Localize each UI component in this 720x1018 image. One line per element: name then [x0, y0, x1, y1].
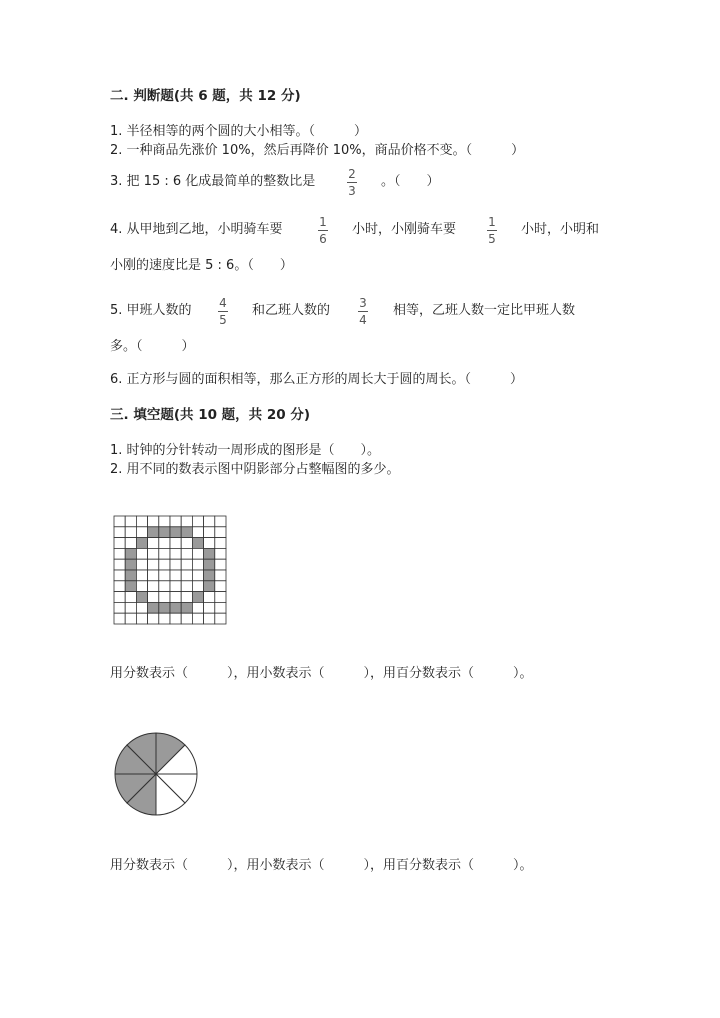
question-3-2: 2. 用不同的数表示图中阴影部分占整幅图的多少。	[110, 462, 400, 477]
grid-cell-shaded	[125, 548, 136, 559]
question-2-4-text: 4. 从甲地到乙地，小明骑车要	[110, 222, 283, 237]
fraction-numerator: 1	[488, 215, 496, 229]
fraction-denominator: 5	[219, 313, 227, 327]
grid-cell	[159, 570, 170, 581]
grid-cell	[192, 516, 203, 527]
grid-cell-shaded	[125, 581, 136, 592]
grid-cell	[170, 570, 181, 581]
grid-cell	[148, 538, 159, 549]
question-2-5-mid: 和乙班人数的	[252, 303, 331, 318]
grid-cell-shaded	[204, 581, 215, 592]
grid-cell	[215, 559, 226, 570]
grid-cell	[181, 559, 192, 570]
grid-cell	[159, 613, 170, 624]
grid-cell-shaded	[204, 548, 215, 559]
shaded-grid-figure	[113, 515, 227, 625]
grid-cell	[215, 548, 226, 559]
grid-cell	[204, 592, 215, 603]
grid-cell	[192, 548, 203, 559]
grid-cell	[136, 548, 147, 559]
grid-cell	[204, 516, 215, 527]
grid-cell-shaded	[136, 592, 147, 603]
grid-cell	[136, 559, 147, 570]
grid-cell	[181, 516, 192, 527]
grid-cell	[114, 527, 125, 538]
grid-cell	[181, 538, 192, 549]
grid-cell	[136, 570, 147, 581]
grid-cell-shaded	[125, 570, 136, 581]
grid-cell	[148, 559, 159, 570]
grid-cell	[159, 538, 170, 549]
fraction-denominator: 3	[348, 184, 356, 198]
question-3-1: 1. 时钟的分针转动一周形成的图形是（ ）。	[110, 443, 381, 458]
shaded-pie-figure	[113, 731, 199, 817]
grid-cell	[170, 581, 181, 592]
grid-cell	[148, 516, 159, 527]
grid-cell	[170, 538, 181, 549]
grid-cell	[215, 592, 226, 603]
grid-cell	[215, 602, 226, 613]
grid-cell	[114, 592, 125, 603]
grid-cell	[136, 602, 147, 613]
grid-cell	[215, 613, 226, 624]
grid-cell	[192, 613, 203, 624]
grid-cell	[159, 559, 170, 570]
grid-cell	[136, 581, 147, 592]
question-2-5-line2: 多。（ ）	[110, 339, 195, 354]
grid-cell	[204, 538, 215, 549]
grid-cell	[181, 581, 192, 592]
grid-cell-shaded	[136, 538, 147, 549]
grid-cell	[136, 516, 147, 527]
grid-cell	[125, 602, 136, 613]
question-2-6: 6. 正方形与圆的面积相等，那么正方形的周长大于圆的周长。（ ）	[110, 372, 524, 387]
grid-cell	[204, 613, 215, 624]
grid-cell	[215, 527, 226, 538]
grid-cell	[136, 527, 147, 538]
question-2-5-text: 5. 甲班人数的	[110, 303, 192, 318]
fraction-numerator: 4	[219, 296, 227, 310]
grid-cell	[114, 538, 125, 549]
grid-cell	[125, 527, 136, 538]
question-2-5-post: 相等，乙班人数一定比甲班人数	[393, 303, 576, 318]
grid-cell	[215, 581, 226, 592]
grid-cell	[125, 613, 136, 624]
grid-cell	[125, 538, 136, 549]
section-2-title: 二. 判断题(共 6 题，共 12 分)	[110, 88, 301, 104]
grid-cell	[159, 581, 170, 592]
grid-cell	[170, 516, 181, 527]
grid-cell	[170, 592, 181, 603]
fraction-one-fifth	[487, 216, 497, 246]
grid-cell	[204, 602, 215, 613]
fraction-numerator: 1	[319, 215, 327, 229]
grid-cell-shaded	[204, 570, 215, 581]
fraction-three-quarters	[358, 297, 368, 327]
grid-cell	[215, 538, 226, 549]
question-2-3-text: 3. 把 15 : 6 化成最简单的整数比是	[110, 174, 316, 189]
grid-cell	[114, 548, 125, 559]
grid-cell	[215, 516, 226, 527]
grid-cell	[192, 602, 203, 613]
fraction-one-sixth	[318, 216, 328, 246]
grid-cell-shaded	[204, 559, 215, 570]
grid-cell-shaded	[159, 602, 170, 613]
grid-cell-shaded	[170, 602, 181, 613]
fraction-two-thirds	[347, 168, 357, 198]
fraction-four-fifths	[218, 297, 228, 327]
grid-cell	[170, 548, 181, 559]
grid-cell	[159, 516, 170, 527]
grid-cell-shaded	[192, 538, 203, 549]
grid-cell	[114, 581, 125, 592]
question-2-4-post: 小时，小明和	[521, 222, 600, 237]
grid-cell-shaded	[159, 527, 170, 538]
grid-cell-shaded	[148, 527, 159, 538]
grid-cell	[192, 559, 203, 570]
grid-cell	[148, 581, 159, 592]
grid-cell	[192, 570, 203, 581]
grid-cell	[148, 613, 159, 624]
grid-cell	[114, 613, 125, 624]
grid-cell	[181, 548, 192, 559]
grid-cell	[114, 602, 125, 613]
grid-cell	[136, 613, 147, 624]
question-2-4-line2: 小刚的速度比是 5 : 6。（ ）	[110, 258, 293, 273]
grid-cell-shaded	[125, 559, 136, 570]
answer-line-pie: 用分数表示（ ），用小数表示（ ），用百分数表示（ ）。	[110, 858, 533, 873]
grid-cell	[148, 570, 159, 581]
grid-cell	[181, 613, 192, 624]
grid-cell	[114, 559, 125, 570]
grid-cell	[114, 516, 125, 527]
question-2-3-blank: 。（ ）	[381, 174, 440, 189]
grid-cell	[125, 592, 136, 603]
grid-cell	[170, 559, 181, 570]
grid-cell-shaded	[192, 592, 203, 603]
grid-cell	[148, 592, 159, 603]
grid-cell-shaded	[170, 527, 181, 538]
grid-cell	[170, 613, 181, 624]
fraction-denominator: 4	[359, 313, 367, 327]
grid-cell-shaded	[148, 602, 159, 613]
grid-cell-shaded	[181, 527, 192, 538]
grid-cell	[159, 592, 170, 603]
grid-cell	[215, 570, 226, 581]
grid-cell	[192, 527, 203, 538]
question-2-1: 1. 半径相等的两个圆的大小相等。（ ）	[110, 124, 368, 139]
question-2-2: 2. 一种商品先涨价 10%，然后再降价 10%，商品价格不变。（ ）	[110, 143, 525, 158]
grid-cell	[159, 548, 170, 559]
grid-cell	[181, 592, 192, 603]
grid-cell	[125, 516, 136, 527]
fraction-denominator: 6	[319, 232, 327, 246]
grid-cell-shaded	[181, 602, 192, 613]
section-3-title: 三. 填空题(共 10 题，共 20 分)	[110, 407, 311, 423]
grid-cell	[204, 527, 215, 538]
answer-line-grid: 用分数表示（ ），用小数表示（ ），用百分数表示（ ）。	[110, 666, 533, 681]
grid-cell	[114, 570, 125, 581]
question-2-4-mid: 小时，小刚骑车要	[352, 222, 457, 237]
grid-cell	[192, 581, 203, 592]
fraction-numerator: 2	[348, 167, 356, 181]
fraction-denominator: 5	[488, 232, 496, 246]
grid-cell	[181, 570, 192, 581]
grid-cell	[148, 548, 159, 559]
fraction-numerator: 3	[359, 296, 367, 310]
